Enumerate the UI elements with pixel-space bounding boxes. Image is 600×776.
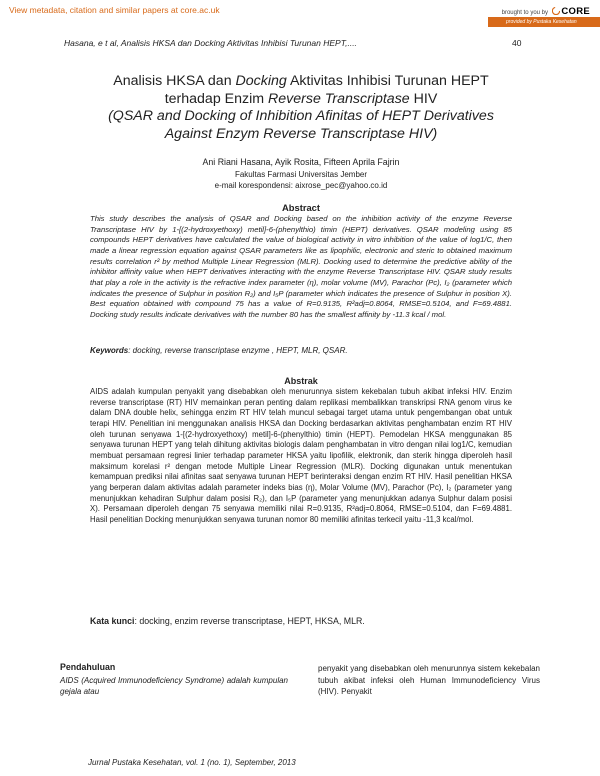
kata-kunci-text: : docking, enzim reverse transcriptase, HEPT, HKSA, MLR.: [134, 616, 365, 626]
abstract-text: This study describes the analysis of QSAR and Docking based on the inhibition activity of the enzyme Reverse Transcriptase HIV by 1-[(2-hydroxyethoxy) metil]-6-(phenylthio) timin (HEPT) derivatives. QSAR modeling using 85 compounds HEPT derivatives have calculated the value of biological activity in vitro inhibition of the value of log1/C, then made a linear regression equation against QSAR parameters like as lipophilic, electronic and steric to obtained maximum results correlation r² by method Multiple Linear Regression (MLR). Docking used to determine the predictive ability of the inhibitor affinity value when HEPT derivatives interacting with the enzyme Reverse Transcriptase HIV. QSAR study results that play a role in the activity is the refractive index parameter (η), molar volume (MV), Parachor (Pc), I₂ (parameter which indicates the presence of Sulphur in position R₂) and I₅P (parameter which indicates the presence of Sulphur in position X). Best equation obtained with compound 75 has a value of R=0.9135, R²adj=0.8064, RMSE=0.5104, and F=69.4881. Docking study results indicate derivatives with the number 80 has the smallest affinity by -11.3 kcal / mol.: [90, 214, 512, 319]
core-banner: [0, 0, 600, 28]
running-head: Hasana, e t al, Analisis HKSA dan Docking Aktivitas Inhibisi Turunan HEPT,....: [64, 38, 357, 48]
intro-left-column: [60, 662, 288, 697]
keywords-en: [90, 346, 512, 355]
section-heading-pendahuluan: Pendahuluan: [60, 662, 116, 672]
affiliation: Fakultas Farmasi Universitas Jember: [234, 170, 368, 179]
title-line-3: (QSAR and Docking of Inhibition Afinitas of HEPT Derivatives: [108, 108, 494, 125]
keywords-label: Keywords: [90, 346, 129, 355]
page-number: 40: [512, 38, 522, 48]
intro-left-text: AIDS (Acquired Immunodeficiency Syndrome) adalah kumpulan gejala atau: [60, 676, 288, 696]
kata-kunci-label: Kata kunci: [90, 616, 135, 626]
abstrak-text: AIDS adalah kumpulan penyakit yang disebabkan oleh menurunnya sistem kekebalan tubuh akibat infeksi HIV. Enzim reverse transcriptase (RT) HIV memainkan peran penting dalam replikasi membalikkan transkripsi RNA genom virus ke dalam DNA double helix, sehingga enzim RT HIV telah muncul sebagai target utama untuk pengembangan obat untuk terapi HIV. Penelitian ini menggunakan analisis HKSA dan Docking berdasarkan aktivitas penghambatan enzim RT HIV oleh turunan senyawa 1-[(2-hydroxyethoxy) metil]-6-(phenylthio) timin (HEPT). Pemodelan HKSA menggunakan 85 senyawa turunan HEPT yang telah dihitung aktivitas biologis dalam penghambatan in vitro dengan nilai log1/C, kemudian membuat persamaan regresi linier terhadap parameter HKSA yaitu lipofilik, elektronik, dan sterik hingga diperoleh hasil maksimum korelasi r² dengan metode Multiple Linear Regression (MLR). Docking digunakan untuk menentukan kemampuan prediksi nilai afinitas saat senyawa turunan HEPT berinteraksi dengan enzim RT HIV. Hasil penelitian HKSA yang berperan dalam aktivitas adalah parameter indeks bias (η), Molar Volume (MV), Parachor (Pc), I₂ (parameter yang menunjukkan kehadiran Sulphur dalam posisi R₂), dan I₅P (parameter yang menunjukkan adanya Sulphur dalam posisi X). Persamaan diperoleh dengan 75 senyawa memiliki nilai R=0.9135, R²adj=0.8064, RMSE=0.5104, dan F=69.4881. Hasil penelitian Docking menunjukkan senyawa turunan nomor 80 memiliki afinitas terkecil yaitu -11,3 kcal/mol.: [90, 387, 512, 524]
core-brand-name: CORE: [561, 6, 590, 17]
provided-by-strip: provided by Pustaka Kesehatan: [488, 17, 600, 27]
title-line-2: terhadap Enzim Reverse Transcriptase HIV: [164, 90, 438, 107]
core-logo-icon: [552, 7, 560, 15]
paper-title: [60, 73, 542, 143]
keywords-text: : docking, reverse transcriptase enzyme , HEPT, MLR, QSAR.: [128, 346, 348, 355]
core-brand[interactable]: [502, 6, 590, 17]
metadata-link-domain: core.ac.uk: [180, 5, 220, 15]
intro-right-column: penyakit yang disebabkan oleh menurunnya sistem kekebalan tubuh akibat infeksi oleh Human Immunodeficiency Virus (HIV). Penyakit: [318, 664, 540, 697]
core-metadata-link[interactable]: [9, 5, 220, 15]
keywords-id: [90, 616, 512, 626]
authors: Ani Riani Hasana, Ayik Rosita, Fifteen Aprila Fajrin: [202, 157, 400, 167]
journal-footer: Jurnal Pustaka Kesehatan, vol. 1 (no. 1), September, 2013: [88, 758, 296, 767]
abstract-heading: Abstract: [281, 202, 321, 213]
abstrak-heading: Abstrak: [284, 376, 318, 386]
title-line-1: Analisis HKSA dan Docking Aktivitas Inhibisi Turunan HEPT: [113, 73, 489, 89]
brought-by-text: brought to you by: [501, 10, 548, 16]
correspondence-email: e-mail korespondensi: aixrose_pec@yahoo.co.id: [214, 181, 388, 190]
metadata-link-text: View metadata, citation and similar papers at: [9, 5, 181, 15]
title-line-4: Against Enzym Reverse Transcriptase HIV): [164, 125, 438, 142]
